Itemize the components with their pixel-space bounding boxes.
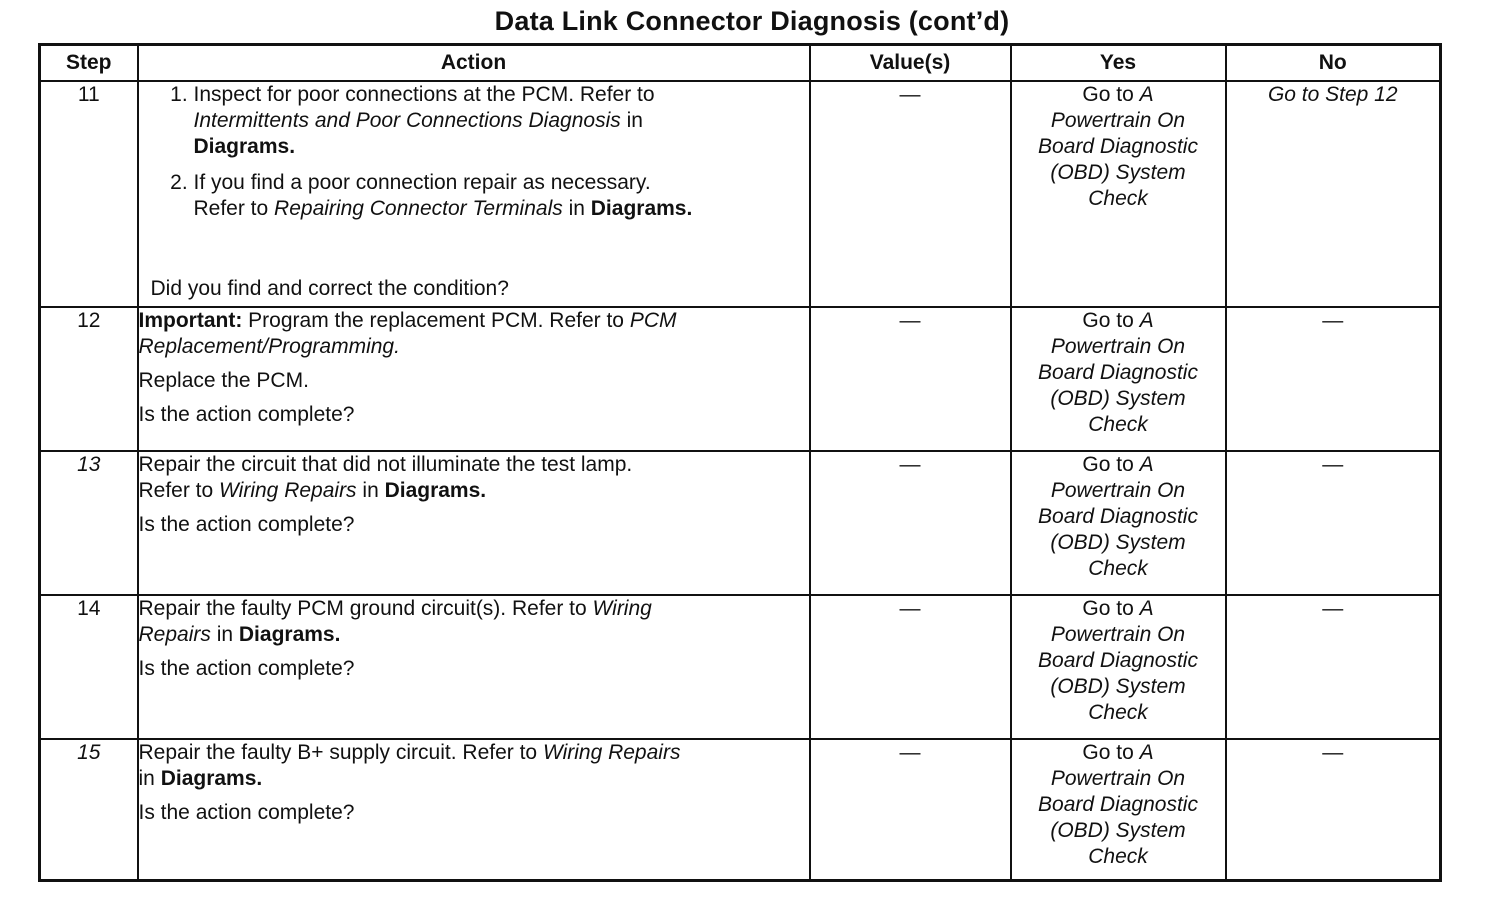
action-paragraph: Replace the PCM.: [138, 369, 309, 393]
yes-cell: [1011, 739, 1226, 880]
reference-title: PCM: [629, 309, 677, 333]
action-cell: [138, 451, 810, 595]
no-cell: Go to Step 12: [1226, 81, 1441, 307]
value-cell: —: [810, 451, 1011, 595]
yes-text: Check: [1088, 700, 1148, 724]
reference-section: Diagrams.: [384, 478, 487, 502]
table-row: [40, 451, 1441, 595]
action-text: Program the replacement PCM. Refer to: [242, 309, 630, 333]
action-text: Repair the faulty B+ supply circuit. Refer to: [138, 741, 543, 765]
action-text: in: [620, 109, 643, 132]
yes-text: (OBD) System: [1050, 530, 1186, 554]
page-title: Data Link Connector Diagnosis (cont’d): [494, 6, 1010, 36]
yes-text: Check: [1088, 187, 1148, 210]
reference-section: Diagrams.: [238, 622, 341, 646]
yes-text: Powertrain On: [1050, 109, 1186, 132]
yes-text: Board Diagnostic: [1038, 504, 1198, 528]
header-action: Action: [138, 45, 810, 82]
reference-section: Diagrams.: [590, 197, 693, 220]
action-question: Is the action complete?: [138, 512, 355, 536]
table-row: [40, 81, 1441, 307]
action-cell: [138, 595, 810, 739]
yes-text: Powertrain On: [1050, 335, 1186, 359]
yes-text: Board Diagnostic: [1038, 361, 1198, 385]
reference-title: Repairing Connector Terminals: [274, 197, 563, 220]
action-text: in: [356, 478, 385, 502]
reference-title: Repairs: [138, 622, 211, 646]
action-steps-list: [139, 82, 809, 222]
header-values: Value(s): [810, 45, 1011, 82]
step-number: 14: [40, 595, 138, 739]
yes-text: Go to: [1082, 452, 1140, 476]
yes-text: (OBD) System: [1050, 387, 1186, 411]
action-text: Repair the faulty PCM ground circuit(s). Refer to: [138, 596, 593, 620]
action-text: Refer to: [193, 197, 275, 220]
action-question: Is the action complete?: [138, 801, 355, 825]
reference-title: Wiring: [592, 596, 652, 620]
step-number: 11: [40, 81, 138, 307]
yes-text: A: [1139, 452, 1154, 476]
yes-cell: [1011, 307, 1226, 450]
value-cell: —: [810, 81, 1011, 307]
yes-text: (OBD) System: [1050, 674, 1186, 698]
no-cell: —: [1226, 595, 1441, 739]
yes-text: Go to: [1082, 741, 1140, 765]
action-text: in: [138, 767, 161, 791]
header-step: Step: [40, 45, 138, 82]
yes-text: Board Diagnostic: [1038, 648, 1198, 672]
action-cell: [138, 307, 810, 450]
reference-title: Replacement/Programming.: [138, 335, 400, 359]
step-number: 15: [40, 739, 138, 880]
diagnosis-table: [38, 43, 1442, 882]
yes-text: Go to: [1082, 309, 1140, 333]
table-row: [40, 595, 1441, 739]
no-cell: —: [1226, 307, 1441, 450]
table-row: [40, 307, 1441, 450]
reference-title: Intermittents and Poor Connections Diagnosis: [193, 109, 621, 132]
yes-text: A: [1139, 83, 1154, 106]
step-number: 12: [40, 307, 138, 450]
action-question: Is the action complete?: [138, 403, 355, 427]
action-step-item: [194, 82, 809, 160]
yes-text: (OBD) System: [1050, 161, 1186, 184]
action-step-item: [194, 170, 809, 222]
action-text: Repair the circuit that did not illuminate the test lamp.: [138, 452, 633, 476]
yes-cell: [1011, 81, 1226, 307]
action-question: Is the action complete?: [138, 656, 355, 680]
action-question: Did you find and correct the condition?: [150, 277, 509, 301]
yes-text: Board Diagnostic: [1038, 135, 1198, 158]
reference-section: Diagrams.: [193, 135, 296, 158]
yes-text: (OBD) System: [1050, 819, 1186, 843]
yes-cell: [1011, 451, 1226, 595]
reference-section: Diagrams.: [160, 767, 263, 791]
header-no: No: [1226, 45, 1441, 82]
yes-text: Check: [1088, 413, 1148, 437]
yes-text: Check: [1088, 556, 1148, 580]
value-cell: —: [810, 307, 1011, 450]
action-paragraph: [139, 452, 809, 504]
yes-text: Check: [1088, 845, 1148, 869]
no-cell: —: [1226, 739, 1441, 880]
yes-text: A: [1139, 596, 1154, 620]
table-row: [40, 739, 1441, 880]
action-text: Refer to: [138, 478, 220, 502]
yes-text: Powertrain On: [1050, 478, 1186, 502]
action-cell: [138, 739, 810, 880]
no-cell: —: [1226, 451, 1441, 595]
action-cell: [138, 81, 810, 307]
yes-text: A: [1139, 309, 1154, 333]
yes-text: A: [1139, 741, 1154, 765]
action-text: Inspect for poor connections at the PCM. Refer to: [193, 83, 655, 106]
step-number: 13: [40, 451, 138, 595]
reference-title: Wiring Repairs: [542, 741, 681, 765]
action-paragraph: [139, 740, 809, 792]
reference-title: Wiring Repairs: [219, 478, 357, 502]
action-paragraph: [139, 308, 809, 360]
yes-text: Go to: [1082, 596, 1140, 620]
header-row: [40, 45, 1441, 82]
action-text: in: [562, 197, 591, 220]
yes-text: Go to: [1082, 83, 1140, 106]
action-paragraph: [139, 596, 809, 648]
yes-text: Powertrain On: [1050, 767, 1186, 791]
important-label: Important:: [138, 309, 243, 333]
action-text: in: [210, 622, 239, 646]
yes-text: Powertrain On: [1050, 622, 1186, 646]
header-yes: Yes: [1011, 45, 1226, 82]
yes-cell: [1011, 595, 1226, 739]
value-cell: —: [810, 595, 1011, 739]
value-cell: —: [810, 739, 1011, 880]
yes-text: Board Diagnostic: [1038, 793, 1198, 817]
action-text: If you find a poor connection repair as necessary.: [193, 171, 651, 194]
